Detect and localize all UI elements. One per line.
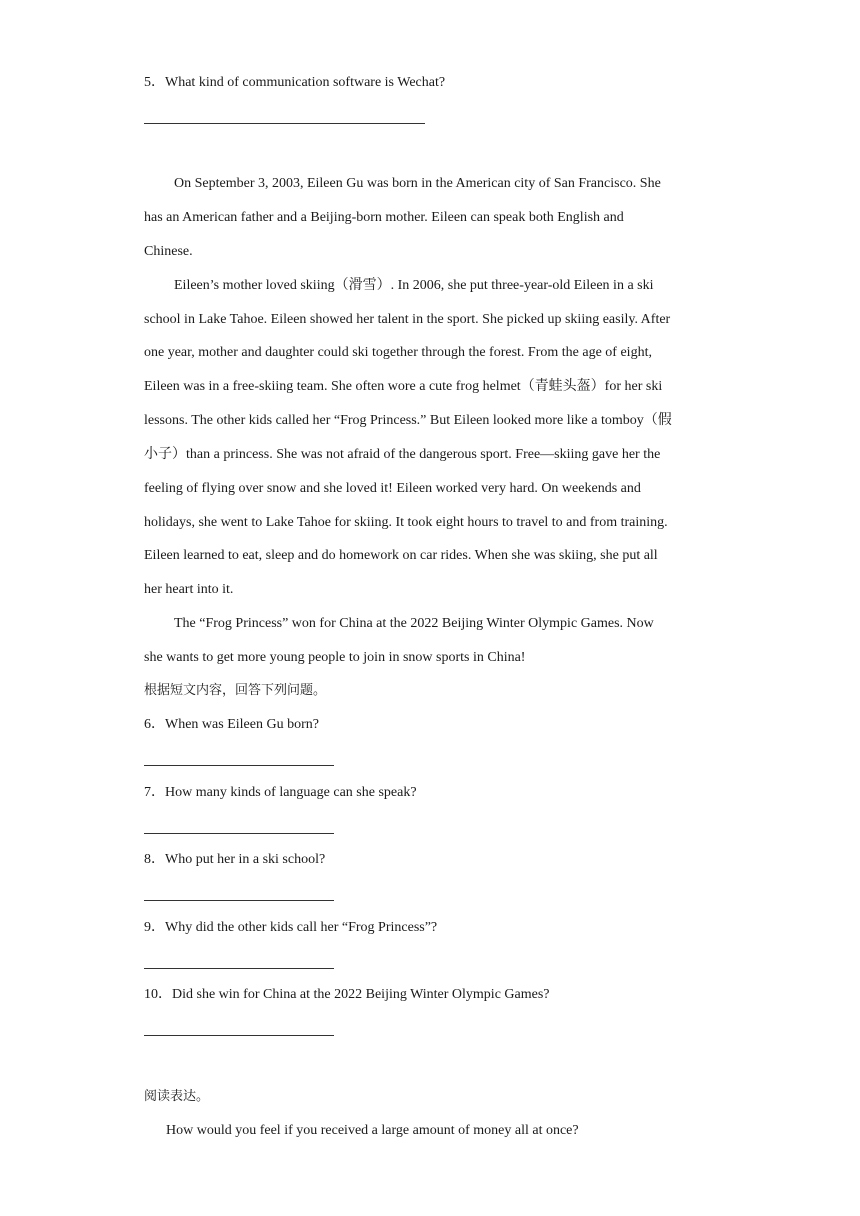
passage-line: lessons. The other kids called her “Frog Princess.” But Eileen looked more like a tomboy（假 — [144, 413, 672, 428]
passage-line: holidays, she went to Lake Tahoe for skiing. It took eight hours to travel to and from training. — [144, 515, 668, 530]
passage-line: On September 3, 2003, Eileen Gu was born in the American city of San Francisco. She — [174, 176, 661, 191]
question-9 — [144, 919, 437, 937]
passage-line: one year, mother and daughter could ski together through the forest. From the age of eight, — [144, 345, 652, 360]
question-text: When was Eileen Gu born? — [165, 717, 319, 732]
passage-line: feeling of flying over snow and she loved it! Eileen worked very hard. On weekends and — [144, 481, 641, 496]
passage-line: her heart into it. — [144, 582, 234, 597]
passage-line: The “Frog Princess” won for China at the 2022 Beijing Winter Olympic Games. Now — [174, 616, 654, 631]
question-number: 9． — [144, 920, 165, 935]
passage-line: school in Lake Tahoe. Eileen showed her talent in the sport. She picked up skiing easily. After — [144, 312, 671, 327]
question-text: How many kinds of language can she speak? — [165, 785, 417, 800]
question-5 — [144, 74, 445, 92]
instruction-text: 根据短文内容，回答下列问题。 — [144, 683, 327, 698]
answer-line-8[interactable] — [144, 900, 334, 901]
question-6 — [144, 716, 319, 734]
passage-line: has an American father and a Beijing-born mother. Eileen can speak both English and — [144, 210, 624, 225]
question-text: Who put her in a ski school? — [165, 852, 326, 867]
passage-line: she wants to get more young people to join in snow sports in China! — [144, 650, 526, 665]
answer-line-9[interactable] — [144, 968, 334, 969]
passage-line: Eileen was in a free-skiing team. She often wore a cute frog helmet（青蛙头盔）for her ski — [144, 379, 663, 394]
question-number: 6． — [144, 717, 165, 732]
section-title: 阅读表达。 — [144, 1089, 210, 1104]
question-10 — [144, 986, 550, 1004]
question-8 — [144, 851, 325, 869]
passage-line: 小子）than a princess. She was not afraid of the dangerous sport. Free—skiing gave her the — [144, 447, 661, 462]
question-number: 8． — [144, 852, 165, 867]
passage-line: Eileen learned to eat, sleep and do homework on car rides. When she was skiing, she put all — [144, 548, 658, 563]
question-number: 10． — [144, 987, 172, 1002]
answer-line-7[interactable] — [144, 833, 334, 834]
passage-line: Eileen’s mother loved skiing（滑雪）. In 2006, she put three-year-old Eileen in a ski — [174, 278, 654, 293]
answer-line-10[interactable] — [144, 1035, 334, 1036]
answer-line-6[interactable] — [144, 765, 334, 766]
question-text: What kind of communication software is Wechat? — [165, 75, 446, 90]
answer-line-5[interactable] — [144, 123, 425, 124]
section-first-line: How would you feel if you received a large amount of money all at once? — [166, 1123, 579, 1138]
question-text: Why did the other kids call her “Frog Princess”? — [165, 920, 438, 935]
passage-line: Chinese. — [144, 244, 193, 259]
question-text: Did she win for China at the 2022 Beijing Winter Olympic Games? — [172, 987, 550, 1002]
question-number: 7． — [144, 785, 165, 800]
question-number: 5． — [144, 75, 165, 90]
question-7 — [144, 784, 417, 802]
document-page — [144, 0, 719, 1216]
